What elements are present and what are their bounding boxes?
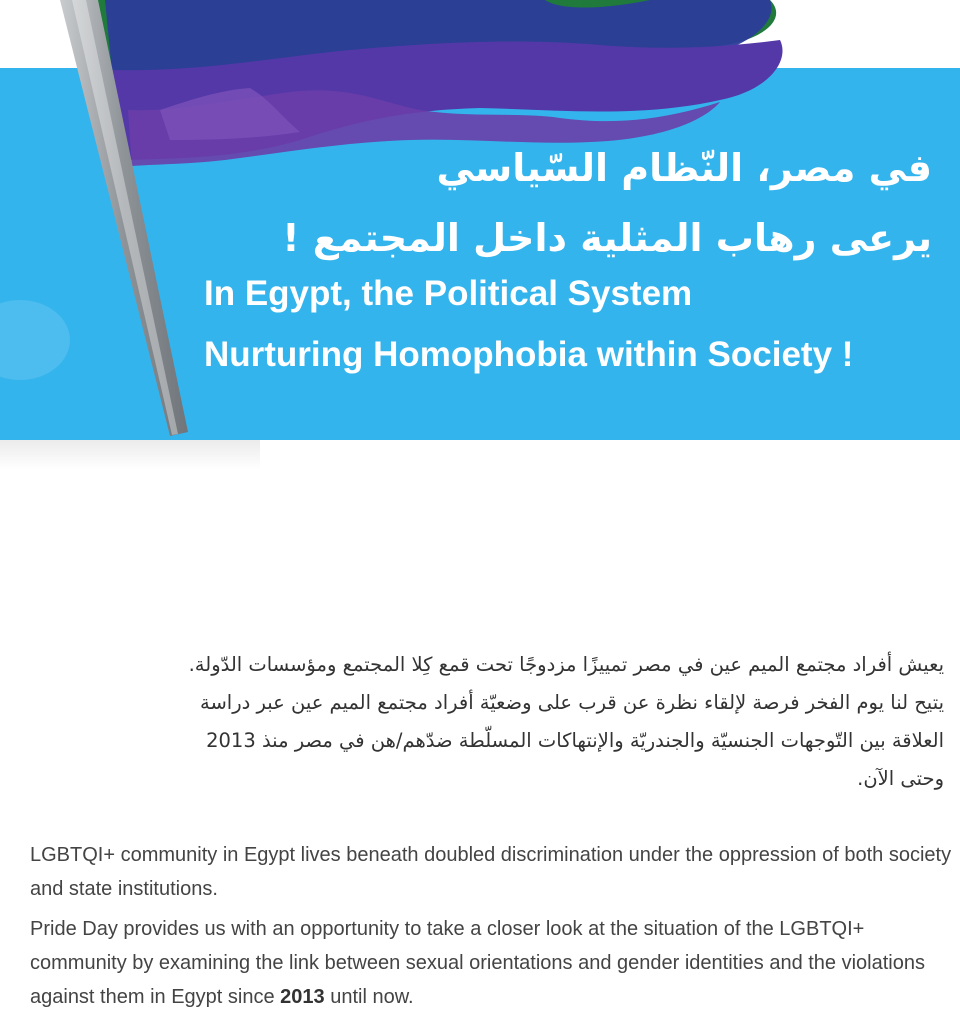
arabic-line: يتيح لنا يوم الفخر فرصة لإلقاء نظرة عن قرب على وضعيّة أفراد مجتمع الميم عين عبر دراسة <box>200 691 944 714</box>
english-paragraph-1: LGBTQI+ community in Egypt lives beneath doubled discrimination under the oppression of both society and state institutions. <box>30 844 952 900</box>
arabic-paragraph <box>44 646 944 798</box>
year-highlight: 2013 <box>280 986 325 1008</box>
english-paragraph-2-end: until now. <box>324 986 414 1008</box>
english-paragraph-2 <box>30 912 955 1014</box>
banner-title-en-line1: In Egypt, the Political System <box>204 274 693 313</box>
banner-title-en-line2: Nurturing Homophobia within Society ! <box>204 335 854 374</box>
arabic-line: وحتى الآن. <box>857 767 944 790</box>
banner-title-ar-line2: يرعى رهاب المثلية داخل المجتمع ! <box>282 216 932 260</box>
english-paragraph-2-text: Pride Day provides us with an opportunity to take a closer look at the situation of the LGBTQI+ community by examining the link between sexual orientations and gender identities and the violations against them in Egypt since <box>30 918 925 1008</box>
banner-title-ar-line1: في مصر، النّظام السّياسي <box>436 146 932 190</box>
arabic-line: يعيش أفراد مجتمع الميم عين في مصر تمييزًا مزدوجًا تحت قمع كِلا المجتمع ومؤسسات الدّولة. <box>188 653 944 676</box>
arabic-line: العلاقة بين التّوجهات الجنسيّة والجندريّة والإنتهاكات المسلّطة ضدّهم/هن في مصر منذ 2013 <box>206 729 944 752</box>
